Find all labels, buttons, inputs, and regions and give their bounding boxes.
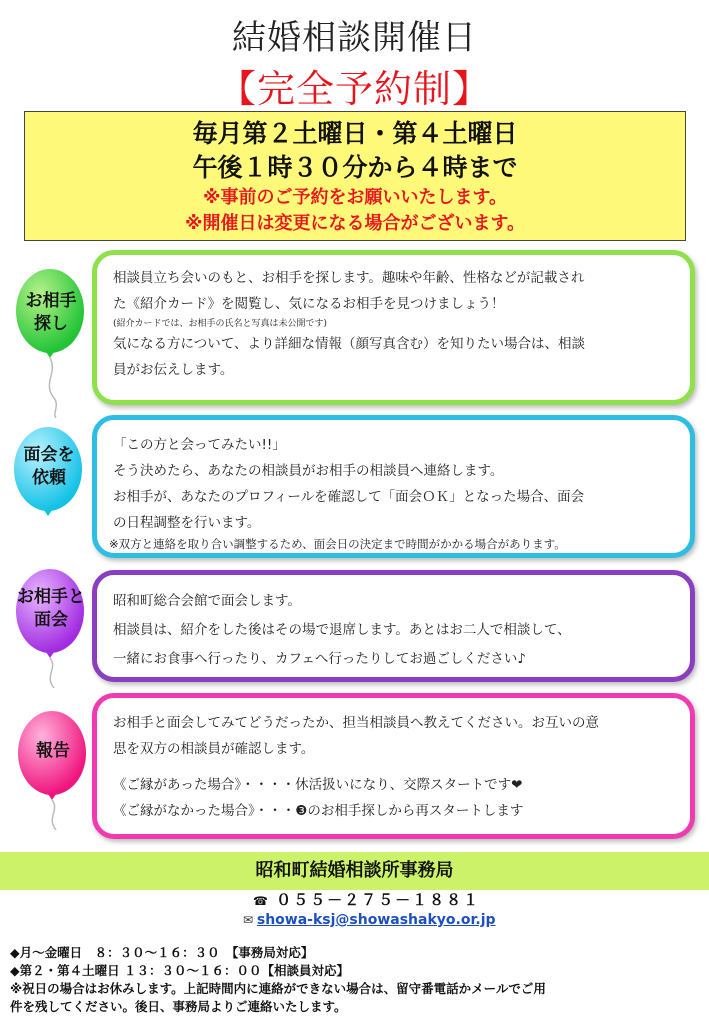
schedule-box — [24, 111, 686, 241]
hours-saturday: ◆第２・第４土曜日 １３：３０～１６：００【相談員対応】 — [10, 963, 349, 978]
step-1-line-4: 員がお伝えします。 — [113, 362, 234, 378]
hours-holiday-note: ※祝日の場合はお休みします。上記時間内に連絡ができない場合は、留守番電話かメールでご用 — [10, 981, 546, 996]
step-1-balloon — [14, 268, 86, 358]
step-4-card — [92, 693, 695, 839]
step-1-small-note: (紹介カードでは、お相手の氏名と写真は未公開です) — [113, 319, 328, 329]
step-4-balloon — [16, 710, 88, 800]
step-2-line-2: そう決めたら、あなたの相談員がお相手の相談員へ連絡します。 — [113, 463, 504, 479]
step-2-balloon — [12, 426, 84, 516]
step-1-line-2: た《紹介カード》を閲覧し、気になるお相手を見つけましょう！ — [113, 296, 505, 312]
step-1-label-line2: 探し — [34, 314, 68, 334]
step-4-line-4: 《ご縁がなかった場合》・・・❸のお相手探しから再スタートします — [113, 803, 524, 819]
page-subtitle: 【完全予約制】 — [217, 67, 491, 111]
step-3-card — [92, 570, 695, 682]
step-4-line-2: 思を双方の相談員が確認します。 — [113, 741, 315, 757]
step-1-line-1: 相談員立ち会いのもと、お相手を探します。趣味や年齢、性格などが記載され — [113, 270, 585, 286]
step-2-line-1: 「この方と会ってみたい!!」 — [113, 437, 286, 453]
step-1-card — [92, 250, 695, 405]
office-name: 昭和町結婚相談所事務局 — [0, 852, 709, 890]
office-email — [243, 910, 496, 930]
step-2-label-line1: 面会を — [23, 445, 75, 465]
step-4-line-3: 《ご縁があった場合》・・・・休活扱いになり、交際スタートです❤ — [113, 777, 523, 793]
step-1-line-3: 気になる方について、より詳細な情報（顔写真含む）を知りたい場合は、相談 — [113, 336, 585, 352]
step-4-label-line1: 報告 — [36, 741, 70, 761]
step-3-balloon — [14, 568, 86, 658]
step-3-line-1: 昭和町総合会館で面会します。 — [113, 593, 301, 609]
step-2-label-line2: 依頼 — [32, 468, 66, 488]
schedule-note-reservation: ※事前のご予約をお願いいたします。 — [202, 187, 508, 208]
step-3-line-2: 相談員は、紹介をした後はその場で退席します。あとはお二人で相談して、 — [113, 622, 571, 638]
page-title: 結婚相談開催日 — [232, 18, 477, 58]
office-email-link[interactable]: showa-ksj@showashakyo.or.jp — [256, 912, 496, 928]
step-2-small-note: ※双方と連絡を取り合い調整するため、面会日の決定まで時間がかかる場合があります。 — [109, 537, 566, 551]
office-phone — [253, 890, 480, 911]
step-4-line-1: お相手と面会してみてどうだったか、担当相談員へ教えてください。お互いの意 — [113, 715, 599, 731]
step-3-label-line1: お相手と — [17, 587, 85, 607]
step-2-line-4: の日程調整を行います。 — [113, 515, 261, 531]
schedule-time: 午後１時３０分から４時まで — [192, 153, 518, 182]
phone-icon: ☎ — [253, 894, 277, 908]
envelope-icon: ✉ — [243, 913, 257, 927]
office-phone-number: ０５５－２７５－１８８１ — [276, 891, 481, 909]
step-3-label-line2: 面会 — [34, 610, 68, 630]
step-2-card — [92, 415, 695, 558]
office-hours — [10, 944, 702, 1016]
step-2-line-3: お相手が、あなたのプロフィールを確認して「面会ＯＫ」となった場合、面会 — [113, 489, 585, 505]
step-1-label-line1: お相手 — [25, 291, 77, 311]
schedule-note-change: ※開催日は変更になる場合がございます。 — [184, 213, 526, 234]
step-3-line-3: 一緒にお食事へ行ったり、カフェへ行ったりしてお過ごしください♪ — [113, 651, 526, 667]
balloon-icon — [16, 710, 88, 830]
schedule-days: 毎月第２土曜日・第４土曜日 — [192, 119, 518, 148]
hours-weekday: ◆月～金曜日 ８：３０～１６：３０ 【事務局対応】 — [10, 945, 314, 960]
hours-holiday-note-2: 件を残してください。後日、事務局よりご連絡いたします。 — [10, 999, 347, 1014]
